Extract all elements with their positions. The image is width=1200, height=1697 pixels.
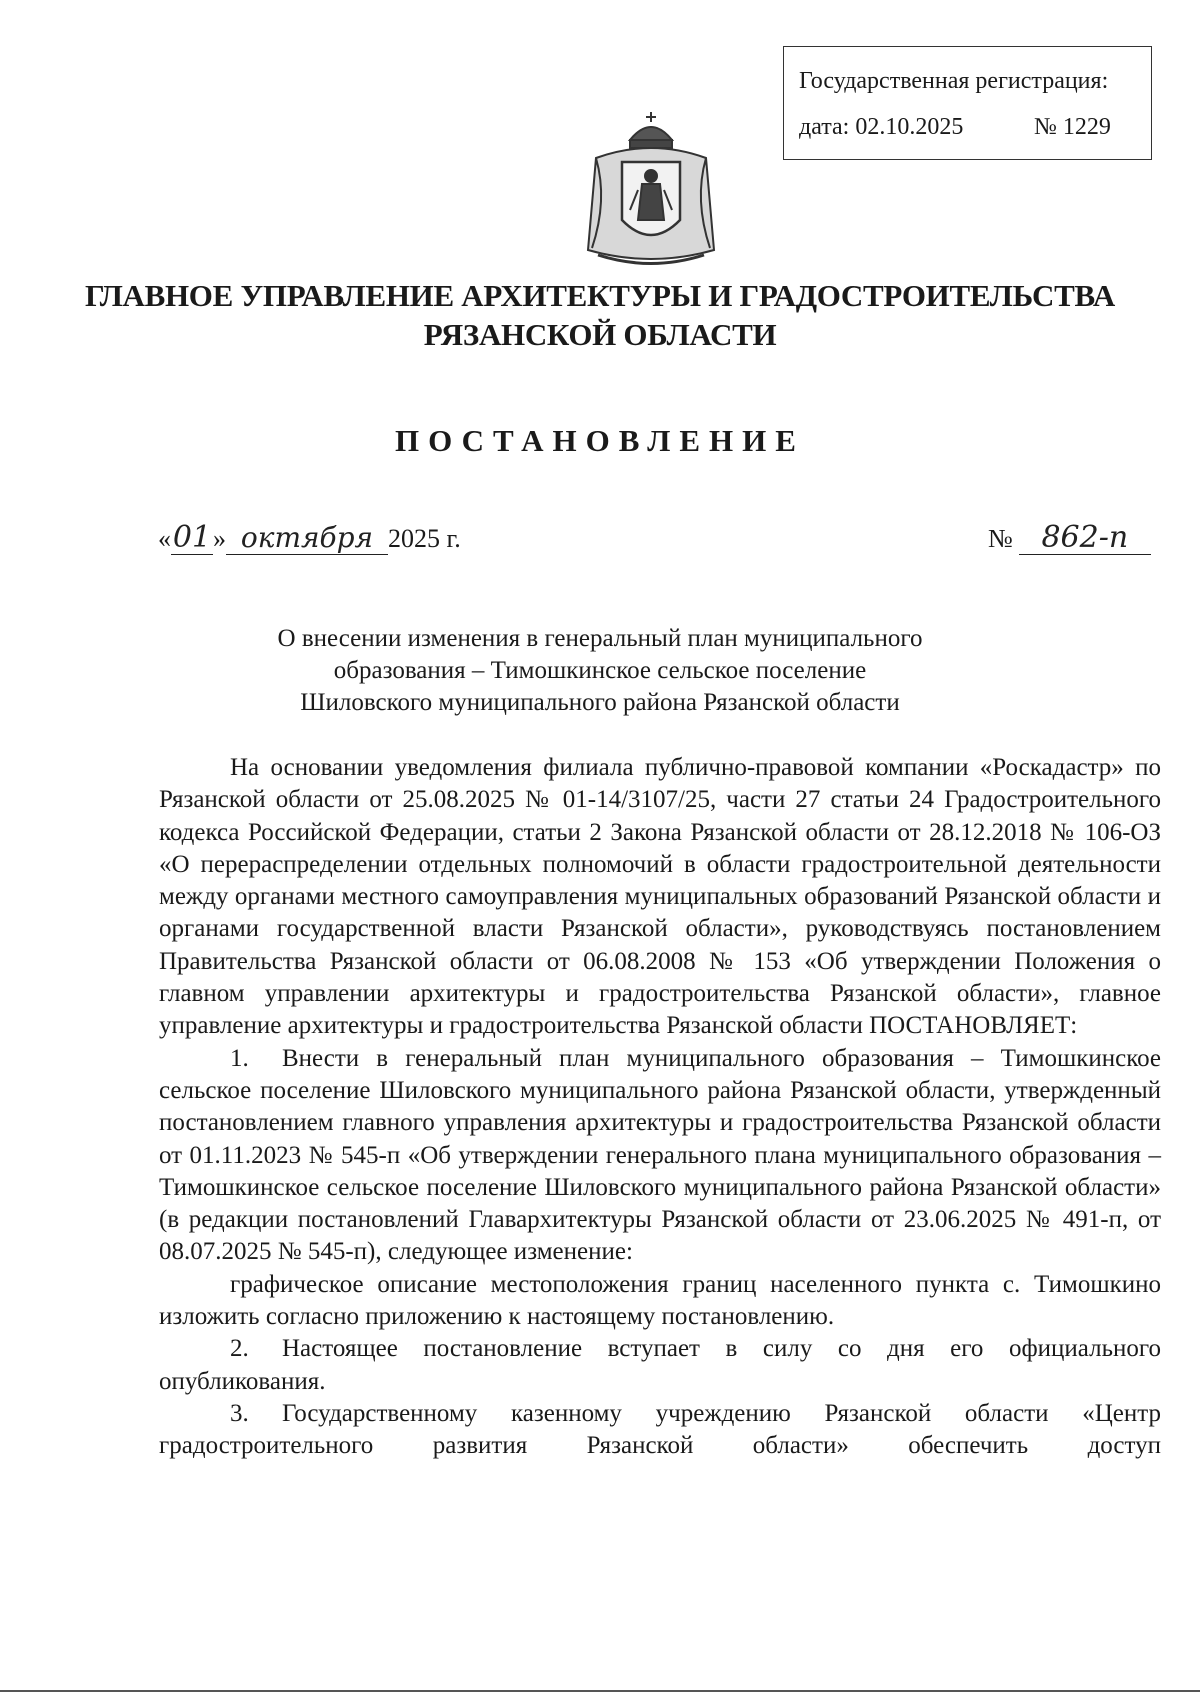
handwritten-day: 01 bbox=[172, 520, 212, 555]
item-2-text: Настоящее постановление вступает в силу со дня его официального опубликования. bbox=[159, 1335, 1161, 1395]
page-bottom-edge bbox=[0, 1690, 1200, 1692]
coat-of-arms-icon bbox=[578, 110, 724, 270]
item-2-number: 2. bbox=[230, 1335, 249, 1363]
item-3-paragraph bbox=[159, 1398, 1161, 1463]
document-body bbox=[159, 752, 1161, 1463]
date-open-quote: « bbox=[158, 524, 171, 553]
registration-number: № 1229 bbox=[1034, 114, 1111, 140]
registration-stamp bbox=[783, 46, 1152, 160]
item-1-paragraph bbox=[159, 1043, 1161, 1269]
document-number bbox=[988, 522, 1151, 555]
date-close-quote: » bbox=[213, 524, 226, 553]
subject-line: образования – Тимошкинское сельское поселение bbox=[333, 657, 867, 684]
document-subject bbox=[180, 623, 1020, 719]
number-prefix: № bbox=[988, 524, 1013, 553]
item-2-paragraph bbox=[159, 1333, 1161, 1398]
item-1-number: 1. bbox=[230, 1044, 249, 1072]
handwritten-number: 862-п bbox=[1019, 522, 1151, 555]
organization-name-line2: РЯЗАНСКОЙ ОБЛАСТИ bbox=[423, 317, 777, 352]
organization-name-line1: ГЛАВНОЕ УПРАВЛЕНИЕ АРХИТЕКТУРЫ И ГРАДОСТРОИТЕЛЬСТВА bbox=[84, 278, 1115, 313]
date-year: 2025 г. bbox=[388, 524, 461, 553]
subject-line: Шиловского муниципального района Рязанской области bbox=[300, 689, 900, 716]
registration-date: дата: 02.10.2025 bbox=[799, 114, 964, 140]
item-3-text: Государственному казенному учреждению Рязанской области «Центр градостроительного развития Рязанской области» обеспечить доступ bbox=[159, 1399, 1161, 1460]
item-3-number: 3. bbox=[230, 1399, 249, 1427]
preamble-paragraph: На основании уведомления филиала публично-правовой компании «Роскадастр» по Рязанской области от 25.08.2025 № 01-14/3107/25, части 27 статьи 24 Градостроительного кодекса Российской Федерации, статьи 2 Закона Рязанской области от 28.12.2018 № 106-ОЗ «О перераспределении отдельных полномочий в области градостроительной деятельности между органами местного самоуправления муниципальных образований Рязанской области и органами государственной власти Рязанской области», руководствуясь постановлением Правительства Рязанской области от 06.08.2008 № 153 «Об утверждении Положения о главном управлении архитектуры и градостроительства Рязанской области», главное управление архитектуры и градостроительства Рязанской области ПОСТАНОВЛЯЕТ: bbox=[159, 754, 1161, 1040]
subject-line: О внесении изменения в генеральный план муниципального bbox=[277, 625, 923, 652]
document-type-title: ПОСТАНОВЛЕНИЕ bbox=[395, 423, 805, 458]
document-date bbox=[158, 522, 461, 555]
item-1-subparagraph: графическое описание местоположения границ населенного пункта с. Тимошкино изложить согласно приложению к настоящему постановлению. bbox=[159, 1270, 1161, 1331]
item-1-text: Внести в генеральный план муниципального образования – Тимошкинское сельское поселение Шиловского муниципального района Рязанской области, утвержденный постановлением главного управления архитектуры и градостроительства Рязанской области от 01.11.2023 № 545-п «Об утверждении генерального плана муниципального образования – Тимошкинское сельское поселение Шиловского муниципального района Рязанской области» (в редакции постановлений Главархитектуры Рязанской области от 23.06.2025 № 491-п, от 08.07.2025 № 545-п), следующее изменение: bbox=[159, 1044, 1161, 1266]
handwritten-month: октября bbox=[226, 522, 388, 555]
registration-title: Государственная регистрация: bbox=[799, 68, 1109, 94]
